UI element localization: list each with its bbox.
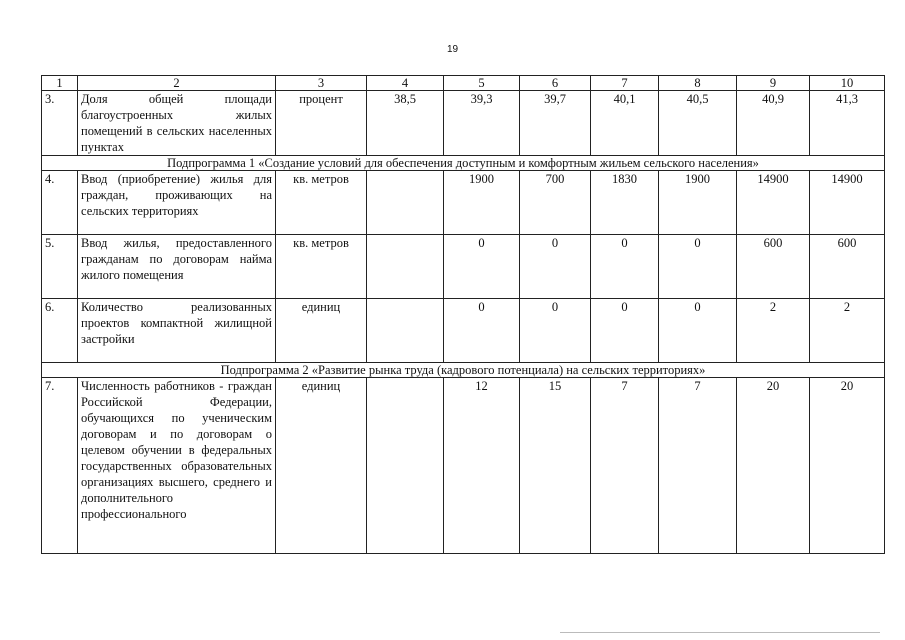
subprogram-row (42, 363, 885, 378)
table-row (42, 299, 885, 363)
value-cell: 600 (810, 235, 885, 299)
column-header: 7 (591, 76, 659, 91)
column-header: 2 (78, 76, 276, 91)
value-cell: 20 (737, 378, 810, 554)
indicator-name: Ввод жилья, предоставленного гражданам по договорам найма жилого помещения (78, 235, 276, 299)
value-cell: 12 (444, 378, 520, 554)
row-number: 3. (42, 91, 78, 156)
subprogram-row (42, 156, 885, 171)
value-cell: 40,9 (737, 91, 810, 156)
row-number: 7. (42, 378, 78, 554)
row-number: 4. (42, 171, 78, 235)
value-cell (367, 299, 444, 363)
value-cell: 1900 (444, 171, 520, 235)
value-cell: 0 (659, 235, 737, 299)
value-cell: 0 (520, 299, 591, 363)
unit-cell: процент (276, 91, 367, 156)
value-cell (367, 171, 444, 235)
column-header: 1 (42, 76, 78, 91)
unit-cell: кв. метров (276, 171, 367, 235)
table-row (42, 235, 885, 299)
value-cell: 41,3 (810, 91, 885, 156)
indicators-table (41, 75, 885, 554)
value-cell: 2 (810, 299, 885, 363)
value-cell (367, 235, 444, 299)
column-header: 9 (737, 76, 810, 91)
value-cell: 0 (444, 299, 520, 363)
value-cell: 0 (591, 235, 659, 299)
subprogram-title: Подпрограмма 1 «Создание условий для обеспечения доступным и комфортным жильем сельского населения» (42, 156, 885, 171)
value-cell: 7 (591, 378, 659, 554)
value-cell: 14900 (737, 171, 810, 235)
value-cell: 0 (659, 299, 737, 363)
value-cell: 14900 (810, 171, 885, 235)
value-cell: 40,5 (659, 91, 737, 156)
table-row (42, 91, 885, 156)
value-cell (367, 378, 444, 554)
value-cell: 2 (737, 299, 810, 363)
value-cell: 40,1 (591, 91, 659, 156)
unit-cell: единиц (276, 299, 367, 363)
value-cell: 0 (591, 299, 659, 363)
unit-cell: единиц (276, 378, 367, 554)
indicator-name: Ввод (приобретение) жилья для граждан, проживающих на сельских территориях (78, 171, 276, 235)
column-header: 8 (659, 76, 737, 91)
value-cell: 0 (444, 235, 520, 299)
unit-cell: кв. метров (276, 235, 367, 299)
indicator-name: Количество реализованных проектов компактной жилищной застройки (78, 299, 276, 363)
value-cell: 1900 (659, 171, 737, 235)
indicator-name: Численность работников - граждан Российской Федерации, обучающихся по ученическим договорам и по договорам о целевом обучении в федеральных государственных образовательных организациях высшего, среднего и дополнительного профессионального (78, 378, 276, 554)
value-cell: 600 (737, 235, 810, 299)
column-header: 4 (367, 76, 444, 91)
page-number: 19 (446, 44, 459, 55)
row-number: 6. (42, 299, 78, 363)
value-cell: 20 (810, 378, 885, 554)
indicator-name: Доля общей площади благоустроенных жилых помещений в сельских населенных пунктах (78, 91, 276, 156)
column-header: 3 (276, 76, 367, 91)
row-number: 5. (42, 235, 78, 299)
column-header: 10 (810, 76, 885, 91)
value-cell: 700 (520, 171, 591, 235)
column-header: 5 (444, 76, 520, 91)
column-number-row (42, 76, 885, 91)
value-cell: 7 (659, 378, 737, 554)
value-cell: 1830 (591, 171, 659, 235)
table-row (42, 171, 885, 235)
column-header: 6 (520, 76, 591, 91)
value-cell: 39,7 (520, 91, 591, 156)
value-cell: 15 (520, 378, 591, 554)
value-cell: 39,3 (444, 91, 520, 156)
footer-divider (560, 632, 880, 633)
value-cell: 38,5 (367, 91, 444, 156)
subprogram-title: Подпрограмма 2 «Развитие рынка труда (кадрового потенциала) на сельских территориях» (42, 363, 885, 378)
table-row (42, 378, 885, 554)
value-cell: 0 (520, 235, 591, 299)
